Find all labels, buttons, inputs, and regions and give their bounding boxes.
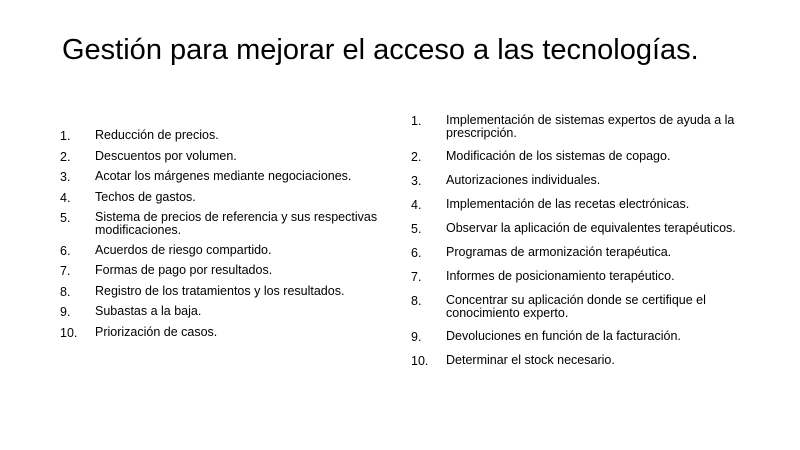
- item-number: 3.: [60, 170, 71, 184]
- item-number: 6.: [411, 246, 422, 260]
- item-text: Priorización de casos.: [95, 324, 218, 339]
- list-item: [411, 270, 781, 284]
- item-number: 7.: [411, 270, 422, 284]
- list-item: [411, 198, 781, 212]
- list-item: [411, 294, 781, 320]
- item-text: Programas de armonización terapéutica.: [446, 245, 672, 259]
- item-number: 8.: [411, 294, 422, 308]
- list-item: [60, 244, 390, 258]
- item-text: Devoluciones en función de la facturación.: [446, 329, 681, 343]
- item-number: 2.: [411, 150, 422, 164]
- list-item: [411, 246, 781, 260]
- item-text: Sistema de precios de referencia y sus respectivas modificaciones.: [95, 210, 378, 237]
- list-item: [411, 330, 781, 344]
- slide-title: Gestión para mejorar el acceso a las tecnologías.: [62, 34, 699, 66]
- list-item: [60, 211, 390, 237]
- item-text: Registro de los tratamientos y los resultados.: [95, 283, 345, 298]
- item-text: Observar la aplicación de equivalentes terapéuticos.: [446, 221, 736, 235]
- item-number: 8.: [60, 284, 71, 299]
- item-number: 10.: [60, 325, 78, 340]
- list-item: [411, 114, 781, 140]
- left-numbered-list: [60, 129, 390, 346]
- list-item: [60, 305, 390, 319]
- item-text: Modificación de los sistemas de copago.: [446, 149, 671, 163]
- item-text: Implementación de sistemas expertos de ayuda a la prescripción.: [446, 113, 735, 140]
- item-number: 6.: [60, 243, 71, 258]
- item-text: Acuerdos de riesgo compartido.: [95, 242, 272, 257]
- list-item: [60, 264, 390, 278]
- item-text: Concentrar su aplicación donde se certifique el conocimiento experto.: [446, 293, 706, 320]
- item-number: 3.: [411, 174, 422, 188]
- item-number: 10.: [411, 354, 429, 368]
- item-number: 5.: [411, 222, 422, 236]
- item-text: Informes de posicionamiento terapéutico.: [446, 269, 675, 283]
- item-text: Descuentos por volumen.: [95, 148, 237, 163]
- list-item: [411, 150, 781, 164]
- list-item: [60, 170, 390, 184]
- item-text: Reducción de precios.: [95, 128, 219, 142]
- item-number: 9.: [60, 305, 71, 319]
- item-text: Techos de gastos.: [95, 189, 196, 204]
- item-text: Implementación de las recetas electrónicas.: [446, 197, 690, 211]
- list-item: [60, 285, 390, 299]
- item-text: Formas de pago por resultados.: [95, 263, 273, 277]
- item-number: 4.: [411, 198, 422, 212]
- list-item: [411, 174, 781, 188]
- item-number: 5.: [60, 211, 71, 225]
- item-text: Determinar el stock necesario.: [446, 353, 615, 367]
- item-text: Autorizaciones individuales.: [446, 173, 601, 187]
- item-number: 1.: [60, 129, 71, 143]
- item-number: 1.: [411, 114, 422, 128]
- right-numbered-list: [411, 114, 781, 378]
- item-number: 4.: [60, 190, 71, 205]
- list-item: [411, 222, 781, 236]
- list-item: [60, 326, 390, 340]
- item-text: Acotar los márgenes mediante negociaciones.: [95, 169, 352, 183]
- list-item: [60, 150, 390, 164]
- list-item: [411, 354, 781, 368]
- list-item: [60, 129, 390, 143]
- item-number: 9.: [411, 330, 422, 344]
- item-text: Subastas a la baja.: [95, 304, 202, 318]
- list-item: [60, 191, 390, 205]
- item-number: 7.: [60, 264, 71, 278]
- item-number: 2.: [60, 149, 71, 164]
